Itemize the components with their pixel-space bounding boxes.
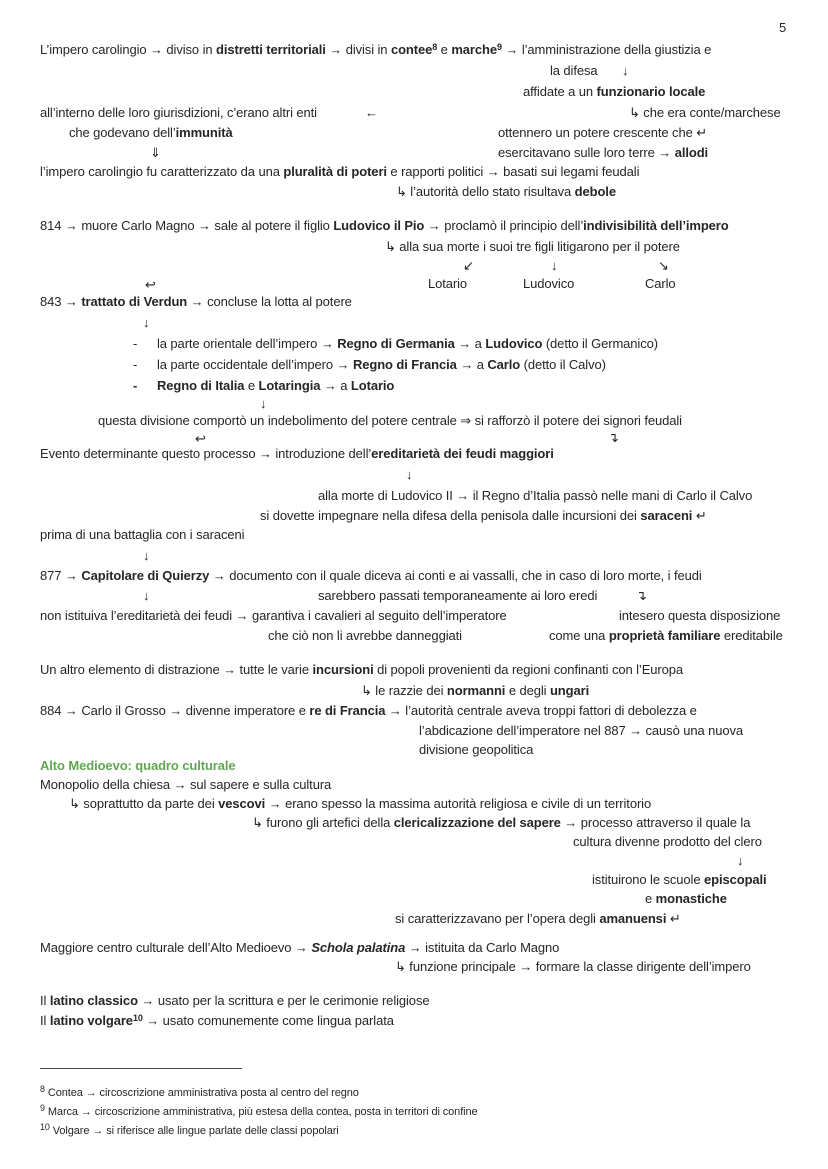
down-arrow-icon: ↓: [143, 588, 150, 603]
text-line: -: [133, 378, 138, 393]
text-line: divisione geopolitica: [419, 742, 534, 757]
text-line: istituirono le scuole episcopali: [592, 872, 767, 887]
text-line: 843 → trattato di Verdun → concluse la lotta al potere: [40, 294, 352, 309]
footnote: $^9$ Marca → circoscrizione amministrativa, più estesa della contea, posta in territori di confine: [40, 1103, 478, 1118]
text-line: sarebbero passati temporaneamente ai loro eredi: [318, 588, 598, 603]
text-line: Regno di Italia e Lotaringia → a Lotario: [157, 378, 395, 393]
return-arrow-icon: ↩: [145, 277, 156, 292]
left-arrow-icon: ←: [365, 105, 378, 120]
text-line: Un altro elemento di distrazione → tutte le varie incursioni di popoli provenienti da regioni confinanti con l’Europa: [40, 662, 684, 677]
text-line: Il latino volgare$^{10}$ → usato comunemente come lingua parlata: [40, 1013, 394, 1028]
text-line: alla morte di Ludovico II → il Regno d’Italia passò nelle mani di Carlo il Calvo: [318, 488, 753, 503]
down-arrow-icon: ↓: [143, 548, 150, 563]
text-line: ottennero un potere crescente che ↵: [498, 125, 708, 140]
down-arrow-icon: ↓: [260, 396, 267, 411]
page-number: 5: [779, 20, 787, 35]
down-arrow-icon: ↓: [737, 853, 744, 868]
text-line: che godevano dell’immunità: [69, 125, 233, 140]
text-line: Evento determinante questo processo → introduzione dell’ereditarietà dei feudi maggiori: [40, 446, 554, 461]
down-left-arrow-icon: ↙: [463, 258, 474, 273]
down-arrow-icon: ↓: [622, 63, 629, 78]
double-down-arrow-icon: ⇓: [150, 145, 161, 160]
down-arrow-icon: ↓: [143, 315, 150, 330]
text-line: Carlo: [645, 276, 676, 291]
text-line: ↳ che era conte/marchese: [629, 105, 781, 120]
text-line: ↳ le razzie dei normanni e degli ungari: [361, 683, 590, 698]
text-line: ↳ alla sua morte i suoi tre figli litigarono per il potere: [385, 239, 680, 254]
down-arrow-icon: ↓: [551, 258, 558, 273]
text-line: -: [133, 357, 138, 372]
text-line: 877 → Capitolare di Quierzy → documento con il quale diceva ai conti e ai vassalli, che in caso di loro morte, i feudi: [40, 568, 702, 583]
text-line: si dovette impegnare nella difesa della penisola dalle incursioni dei saraceni ↵: [260, 508, 707, 523]
text-line: ↳ l’autorità dello stato risultava debole: [396, 184, 616, 199]
text-line: l’impero carolingio fu caratterizzato da una pluralità di poteri e rapporti politici → basati sui legami feudali: [40, 164, 640, 179]
text-line: l’abdicazione dell’imperatore nel 887 → causò una nuova: [419, 723, 744, 738]
text-line: Lotario: [428, 276, 468, 291]
footnote: $^8$ Contea → circoscrizione amministrativa posta al centro del regno: [40, 1084, 359, 1099]
down-right-arrow-icon: ↘: [658, 258, 669, 273]
text-line: la parte orientale dell’impero → Regno di Germania → a Ludovico (detto il Germanico): [157, 336, 658, 351]
text-line: affidate a un funzionario locale: [523, 84, 706, 99]
down-arrow-icon: ↓: [406, 467, 413, 482]
text-line: Monopolio della chiesa → sul sapere e sulla cultura: [40, 777, 332, 792]
footnote: $^{10}$ Volgare → si riferisce alle lingue parlate delle classi popolari: [40, 1122, 339, 1137]
text-line: 884 → Carlo il Grosso → divenne imperatore e re di Francia → l’autorità centrale aveva troppi fattori di debolezza e: [40, 703, 697, 718]
return-arrow-icon: ↩: [195, 431, 206, 446]
text-line: la parte occidentale dell’impero → Regno di Francia → a Carlo (detto il Calvo): [157, 357, 606, 372]
text-line: esercitavano sulle loro terre → allodi: [498, 145, 709, 160]
text-line: prima di una battaglia con i saraceni: [40, 527, 245, 542]
text-line: -: [133, 336, 138, 351]
text-line: questa divisione comportò un indebolimento del potere centrale ⇒ si rafforzò il potere dei signori feudali: [98, 413, 682, 428]
text-line: Ludovico: [523, 276, 575, 291]
text-line: cultura divenne prodotto del clero: [573, 834, 762, 849]
text-line: Maggiore centro culturale dell’Alto Medioevo → Schola palatina → istituita da Carlo Magno: [40, 940, 560, 955]
text-line: all’interno delle loro giurisdizioni, c’erano altri enti: [40, 105, 317, 120]
section-heading: Alto Medioevo: quadro culturale: [40, 758, 236, 773]
text-line: la difesa: [550, 63, 598, 78]
text-line: L’impero carolingio → diviso in distretti territoriali → divisi in contee$^8$ e marche$^9$ → l’amministrazione della giustizia e: [40, 42, 712, 57]
text-line: 814 → muore Carlo Magno → sale al potere il figlio Ludovico il Pio → proclamò il principio dell’indivisibilità dell’impero: [40, 218, 729, 233]
footnote-separator: [40, 1068, 242, 1069]
corner-down-arrow-icon: ↴: [608, 430, 619, 445]
text-line: come una proprietà familiare ereditabile: [549, 628, 783, 643]
text-line: e monastiche: [645, 891, 727, 906]
text-line: ↳ soprattutto da parte dei vescovi → erano spesso la massima autorità religiosa e civile di un territorio: [69, 796, 652, 811]
text-line: non istituiva l’ereditarietà dei feudi → garantiva i cavalieri al seguito dell’imperatore: [40, 608, 507, 623]
text-line: intesero questa disposizione: [619, 608, 781, 623]
text-line: si caratterizzavano per l’opera degli amanuensi ↵: [395, 911, 681, 926]
text-line: ↳ furono gli artefici della clericalizzazione del sapere → processo attraverso il quale la: [252, 815, 751, 830]
corner-down-arrow-icon: ↴: [636, 588, 647, 603]
text-line: che ciò non li avrebbe danneggiati: [268, 628, 462, 643]
text-line: ↳ funzione principale → formare la classe dirigente dell’impero: [395, 959, 751, 974]
text-line: Il latino classico → usato per la scrittura e per le cerimonie religiose: [40, 993, 430, 1008]
